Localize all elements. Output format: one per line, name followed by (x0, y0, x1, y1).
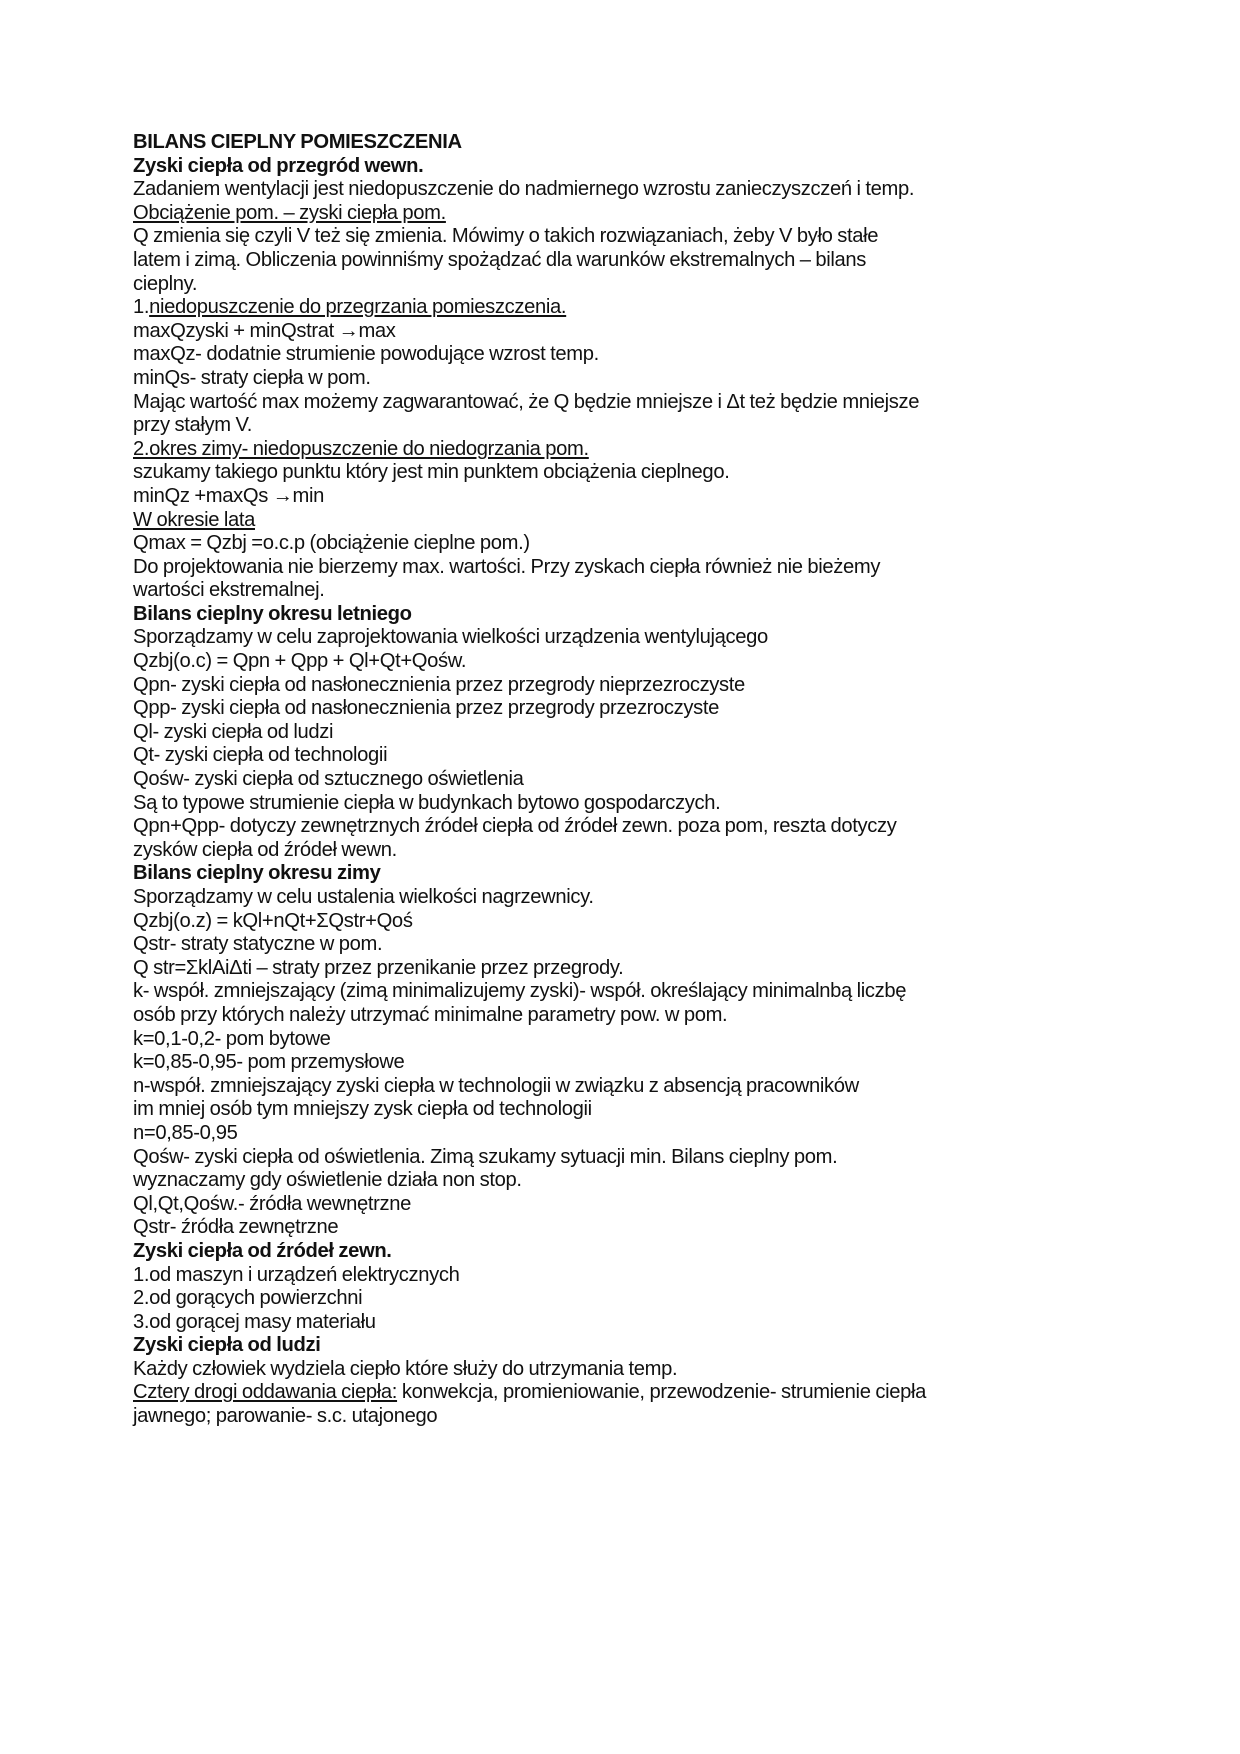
list-item: 2.od gorących powierzchni (133, 1287, 363, 1310)
section-heading: Zyski ciepła od ludzi (133, 1334, 321, 1357)
underlined-subheading: niedopuszczenie do przegrzania pomieszczenia. (149, 296, 567, 319)
paragraph-line: k- współ. zmniejszający (zimą minimalizujemy zyski)- współ. określający minimalnbą liczbę (133, 980, 907, 1003)
definition-line: Ql- zyski ciepła od ludzi (133, 720, 334, 743)
definition-line: Qstr- straty statyczne w pom. (133, 933, 383, 956)
list-number: 1. (133, 296, 150, 319)
definition-line: Ql,Qt,Qośw.- źródła wewnętrzne (133, 1192, 411, 1215)
paragraph-line: im mniej osób tym mniejszy zysk ciepła od technologii (133, 1098, 592, 1121)
definition-line: Qpp- zyski ciepła od nasłonecznienia przez przegrody przezroczyste (133, 697, 720, 720)
document-page (133, 131, 1093, 1429)
underlined-subheading: 2.okres zimy- niedopuszczenie do niedogrzania pom. (133, 437, 589, 460)
paragraph-line: wartości ekstremalnej. (133, 579, 325, 602)
definition-line: Qośw- zyski ciepła od sztucznego oświetlenia (133, 768, 524, 791)
paragraph-line: Sporządzamy w celu zaprojektowania wielkości urządzenia wentylującego (133, 626, 768, 649)
list-item: 3.od gorącej masy materiału (133, 1310, 376, 1333)
section-heading: Bilans cieplny okresu letniego (133, 602, 412, 625)
paragraph-line: k=0,85-0,95- pom przemysłowe (133, 1051, 405, 1074)
document-title: BILANS CIEPLNY POMIESZCZENIA (133, 131, 462, 153)
paragraph-line: Są to typowe strumienie ciepła w budynkach bytowo gospodarczych. (133, 791, 721, 814)
definition-line: Qt- zyski ciepła od technologii (133, 744, 388, 767)
paragraph-line: Zadaniem wentylacji jest niedopuszczenie do nadmiernego wzrostu zanieczyszczeń i temp. (133, 178, 915, 201)
formula-line: minQz +maxQs →min (133, 484, 325, 507)
underlined-subheading: Obciążenie pom. – zyski ciepła pom. (133, 201, 446, 224)
numbered-subheading (133, 296, 1093, 320)
paragraph-line: Q zmienia się czyli V też się zmienia. Mówimy o takich rozwiązaniach, żeby V było stałe (133, 225, 879, 248)
paragraph-line: n-współ. zmniejszający zyski ciepła w technologii w związku z absencją pracowników (133, 1074, 859, 1097)
paragraph-line: Sporządzamy w celu ustalenia wielkości nagrzewnicy. (133, 886, 594, 908)
paragraph-line: k=0,1-0,2- pom bytowe (133, 1027, 331, 1050)
paragraph-line: Qpn+Qpp- dotyczy zewnętrznych źródeł ciepła od źródeł zewn. poza pom, reszta dotyczy (133, 815, 897, 838)
paragraph-line: jawnego; parowanie- s.c. utajonego (133, 1405, 438, 1428)
paragraph-line: minQs- straty ciepła w pom. (133, 366, 371, 389)
paragraph-line: latem i zimą. Obliczenia powinniśmy spożądzać dla warunków ekstremalnych – bilans (133, 248, 866, 271)
paragraph-line: zysków ciepła od źródeł wewn. (133, 838, 397, 861)
paragraph-line: cieplny. (133, 272, 198, 295)
paragraph-line: n=0,85-0,95 (133, 1121, 238, 1144)
paragraph-line: Do projektowania nie bierzemy max. wartości. Przy zyskach ciepła również nie bieżemy (133, 555, 881, 578)
formula-line: maxQzyski + minQstrat →max (133, 319, 396, 342)
section-heading: Zyski ciepła od źródeł zewn. (133, 1239, 392, 1262)
paragraph-line: maxQz- dodatnie strumienie powodujące wzrost temp. (133, 343, 599, 366)
section-heading: Zyski ciepła od przegród wewn. (133, 154, 424, 177)
section-heading: Bilans cieplny okresu zimy (133, 862, 381, 885)
paragraph-line: szukamy takiego punktu który jest min punktem obciążenia cieplnego. (133, 461, 730, 484)
formula-line: Qzbj(o.z) = kQl+nQt+ΣQstr+Qoś (133, 909, 413, 932)
paragraph-line: przy stałym V. (133, 414, 252, 437)
underlined-lead-in: Cztery drogi oddawania ciepła: (133, 1381, 398, 1404)
definition-line: Qstr- źródła zewnętrzne (133, 1216, 339, 1239)
paragraph-line: Mając wartość max możemy zagwarantować, że Q będzie mniejsze i Δt też będzie mniejsze (133, 390, 920, 413)
formula-line: Q str=ΣklAiΔti – straty przez przenikanie przez przegrody. (133, 956, 624, 979)
paragraph-line: osób przy których należy utrzymać minimalne parametry pow. w pom. (133, 1003, 728, 1026)
paragraph-line: Qośw- zyski ciepła od oświetlenia. Zimą szukamy sytuacji min. Bilans cieplny pom. (133, 1145, 838, 1168)
underlined-subheading: W okresie lata (133, 508, 255, 531)
paragraph-line (133, 1381, 1093, 1405)
paragraph-text: konwekcja, promieniowanie, przewodzenie- strumienie ciepła (397, 1381, 926, 1404)
formula-line: Qzbj(o.c) = Qpn + Qpp + Ql+Qt+Qośw. (133, 650, 467, 673)
formula-line: Qmax = Qzbj =o.c.p (obciążenie cieplne pom.) (133, 532, 530, 555)
paragraph-line: Każdy człowiek wydziela ciepło które służy do utrzymania temp. (133, 1357, 678, 1380)
paragraph-line: wyznaczamy gdy oświetlenie działa non stop. (133, 1169, 522, 1192)
definition-line: Qpn- zyski ciepła od nasłonecznienia przez przegrody nieprzezroczyste (133, 673, 745, 696)
list-item: 1.od maszyn i urządzeń elektrycznych (133, 1263, 460, 1286)
